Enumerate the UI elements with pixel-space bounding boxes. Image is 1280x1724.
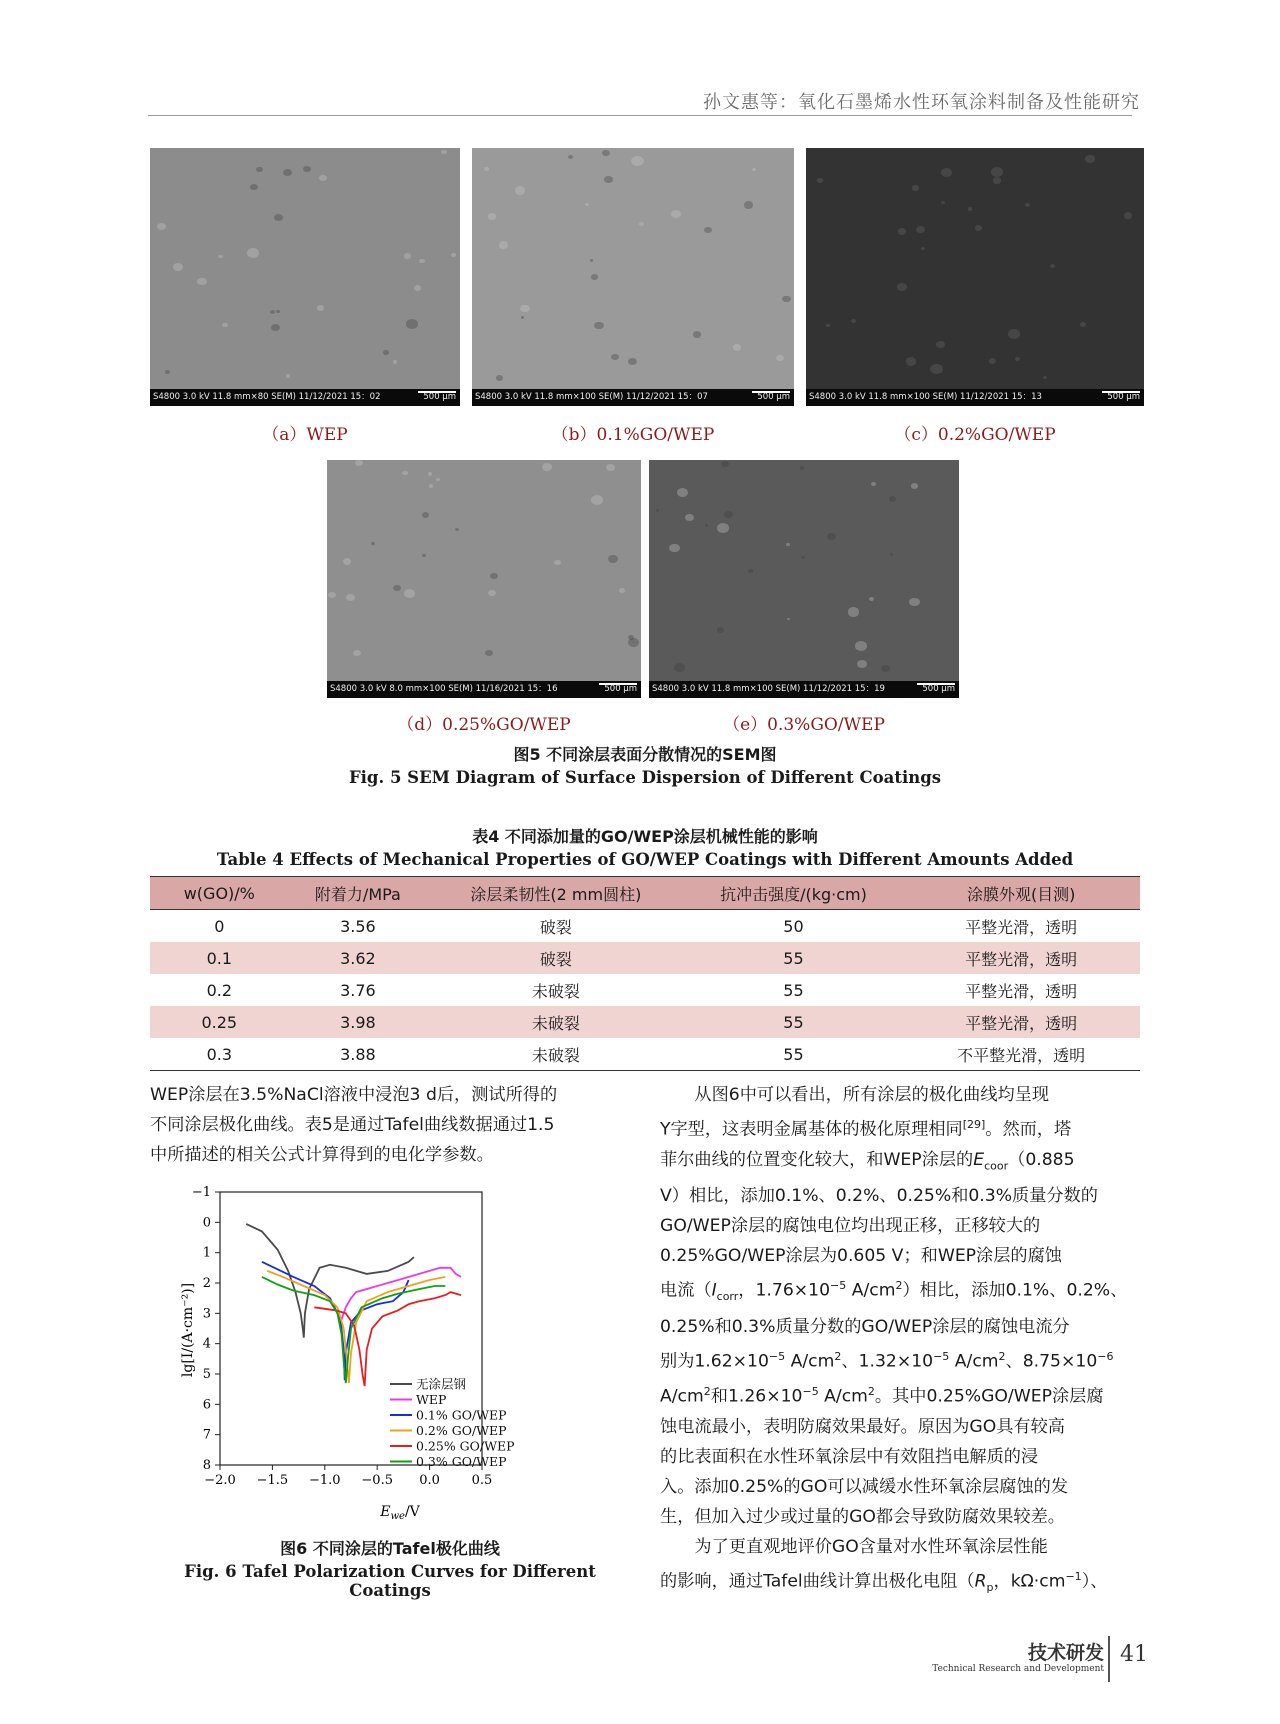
sem-texture-speck — [488, 590, 496, 597]
sem-texture-speck — [496, 375, 503, 381]
sem-texture-speck — [669, 544, 680, 552]
sem-texture-speck — [590, 259, 594, 262]
sem-texture-speck — [157, 223, 166, 230]
figure6-caption-cn: 图6 不同涂层的Tafel极化曲线 — [280, 1539, 500, 1558]
sem-texture-speck — [989, 358, 997, 364]
table-cell: 平整光滑，透明 — [902, 1006, 1140, 1038]
y-tick-label: 3 — [202, 1306, 211, 1322]
scale-label: 500 μm — [1107, 392, 1140, 402]
sem-texture-speck — [930, 364, 942, 374]
sem-texture-speck — [404, 253, 411, 259]
footer-section-en: Technical Research and Development — [932, 1664, 1104, 1674]
sem-texture-speck — [826, 324, 829, 327]
y-tick-label: 6 — [202, 1397, 211, 1413]
sem-texture-speck — [941, 168, 952, 177]
sem-texture-speck — [608, 555, 619, 563]
sem-texture-speck — [319, 175, 327, 181]
left-paragraph — [150, 1080, 630, 1170]
table-cell: 0 — [214, 916, 225, 936]
sem-texture-speck — [515, 186, 526, 195]
sem-texture-speck — [371, 542, 375, 545]
sem-texture-speck — [909, 598, 919, 606]
table-cell: 3.88 — [289, 1038, 428, 1071]
sem-info-bar: S4800 3.0 kV 11.8 mm×100 SE(M) 11/12/2021 15：13 — [806, 389, 1144, 406]
scale-label: 500 μm — [423, 392, 456, 402]
sem-texture-speck — [1008, 329, 1020, 339]
sem-texture-speck — [406, 319, 418, 329]
sem-texture-speck — [817, 178, 824, 184]
sem-texture-speck — [848, 607, 860, 616]
col-header-go-content: w(GO)/% — [150, 877, 289, 910]
sem-image-c — [806, 148, 1144, 406]
sem-texture-speck — [404, 589, 415, 598]
sem-texture-speck — [724, 511, 733, 518]
text-line: 生，但加入过少或过量的GO都会导致防腐效果较差。 — [660, 1506, 1065, 1527]
table-cell: 3.56 — [340, 916, 376, 936]
sem-texture-speck — [1085, 155, 1095, 163]
y-axis-label: lg[I/(A·cm⁻²)] — [180, 1282, 196, 1378]
sem-texture-speck — [631, 156, 644, 166]
y-tick-label: 7 — [202, 1427, 211, 1443]
sem-texture-speck — [619, 588, 625, 593]
sem-texture-speck — [520, 305, 530, 313]
table-row — [150, 1006, 1140, 1038]
text-line: $A/cm^2$和$1.26\times 10^{-5}$ $A/cm^2$。其中0.25%GO/WEP涂层腐 — [660, 1385, 1104, 1407]
sem-texture-speck — [721, 461, 729, 468]
sem-texture-speck — [274, 214, 283, 221]
sem-texture-speck — [941, 201, 945, 204]
sem-texture-speck — [484, 167, 489, 171]
sem-texture-speck — [488, 213, 496, 219]
sem-texture-speck — [604, 176, 612, 183]
sem-image-a — [150, 148, 460, 406]
sem-texture-speck — [801, 556, 804, 559]
table-cell: 未破裂 — [427, 1006, 684, 1038]
sem-texture-speck — [1050, 264, 1055, 268]
sem-texture-speck — [897, 283, 907, 291]
table-row — [150, 974, 1140, 1006]
sem-texture-speck — [628, 635, 634, 640]
sem-texture-speck — [594, 322, 604, 330]
sem-texture-speck — [717, 523, 729, 533]
sem-texture-speck — [328, 592, 336, 598]
x-tick-label: −0.5 — [361, 1473, 393, 1488]
table-cell: 不平整光滑，透明 — [902, 1038, 1140, 1071]
table-cell: 55 — [685, 1006, 903, 1038]
y-tick-label: 5 — [202, 1367, 211, 1382]
sem-texture-speck — [554, 560, 561, 565]
table-cell: 3.98 — [289, 1006, 428, 1038]
footer-divider — [1108, 1636, 1110, 1682]
text-line: 别为$1.62\times 10^{-5}$ $A/cm^2$、$1.32\times 10^{-5}$ $A/cm^2$、$8.75\times 10^{-6}$ — [660, 1350, 1114, 1373]
sem-texture-speck — [422, 512, 430, 518]
sem-texture-speck — [936, 341, 945, 348]
scale-label: 500 μm — [604, 684, 637, 694]
sem-texture-speck — [851, 319, 856, 323]
sem-texture-speck — [422, 554, 426, 557]
table-cell: 破裂 — [539, 917, 572, 937]
sem-texture-speck — [402, 471, 407, 475]
series-line — [262, 1262, 409, 1380]
text-line: V）相比，添加0.1%、0.2%、0.25%和0.3%质量分数的 — [660, 1186, 1098, 1207]
table-cell: 平整光滑，透明 — [902, 942, 1140, 974]
sem-texture-speck — [222, 323, 228, 328]
sem-texture-speck — [353, 650, 360, 656]
sem-texture-speck — [975, 225, 982, 231]
sem-texture-speck — [671, 210, 681, 218]
properties-table — [150, 876, 1140, 1071]
sem-texture-speck — [776, 355, 784, 361]
table-cell: 0.2 — [206, 980, 233, 1000]
sem-texture-speck — [485, 650, 493, 656]
legend-label: 0.3% GO/WEP — [416, 1454, 507, 1469]
table-header-row — [150, 877, 1140, 910]
text-line: GO/WEP涂层的腐蚀电位均出现正移，正移较大的 — [660, 1216, 1041, 1237]
text-line: 的影响，通过Tafel曲线计算出极化电阻（$R_p$，$k\Omega\cdot cm^{-1}$）、 — [660, 1569, 1108, 1594]
footer-section-cn: 技术研发 — [1027, 1642, 1104, 1664]
sem-texture-speck — [693, 331, 701, 337]
figure6-caption-en: Fig. 6 Tafel Polarization Curves for Different Coatings — [184, 1562, 596, 1600]
sem-texture-speck — [911, 483, 919, 489]
subcaption-e: （e）0.3%GO/WEP — [723, 715, 885, 735]
sem-image-e — [649, 460, 959, 698]
y-tick-label: 1 — [202, 1245, 211, 1261]
subcaption-d: （d）0.25%GO/WEP — [397, 715, 571, 735]
sem-texture-speck — [991, 167, 1003, 177]
table-cell: 0.25 — [150, 1006, 289, 1038]
citation[interactable]: [29] — [962, 1118, 986, 1131]
sem-texture-speck — [419, 259, 424, 263]
sem-texture-speck — [744, 201, 754, 209]
sem-texture-speck — [250, 184, 258, 191]
table-cell: 未破裂 — [531, 981, 580, 1001]
sem-texture-speck — [303, 166, 310, 172]
text-line: 0.25%GO/WEP涂层为0.605 V；和WEP涂层的腐蚀 — [660, 1246, 1062, 1267]
table-cell: 50 — [783, 916, 804, 936]
x-tick-label: −1.0 — [309, 1473, 341, 1488]
sem-texture-speck — [165, 370, 170, 374]
col-header-adhesion: 附着力/MPa — [289, 877, 428, 910]
table-cell: 55 — [685, 1038, 903, 1071]
sem-texture-speck — [414, 285, 422, 291]
sem-texture-speck — [869, 597, 874, 601]
text-line: 中所描述的相关公式计算得到的电化学参数。 — [150, 1145, 494, 1165]
series-line — [262, 1277, 445, 1383]
sem-texture-speck — [606, 464, 615, 471]
legend-label: 0.2% GO/WEP — [416, 1423, 507, 1438]
sem-info-bar: S4800 3.0 kV 8.0 mm×100 SE(M) 11/16/2021 15：16 — [327, 681, 641, 698]
sem-texture-speck — [355, 460, 363, 466]
running-header: 孙文惠等：氧化石墨烯水性环氧涂料制备及性能研究 — [703, 92, 1140, 113]
sem-texture-speck — [1015, 357, 1020, 361]
y-tick-label: 8 — [202, 1458, 211, 1473]
table-cell: 未破裂 — [427, 1038, 684, 1071]
sem-texture-speck — [441, 150, 447, 155]
sem-texture-speck — [455, 528, 459, 531]
text-line: 菲尔曲线的位置变化较大，和WEP涂层的$E_{coor}(0.885$ — [660, 1149, 1075, 1173]
sem-texture-speck — [898, 228, 906, 235]
sem-texture-speck — [628, 358, 638, 366]
sem-texture-speck — [674, 663, 685, 672]
right-paragraph — [660, 1080, 1140, 1603]
sem-texture-speck — [271, 324, 280, 331]
sem-texture-speck — [889, 496, 896, 501]
sem-texture-speck — [1080, 322, 1087, 328]
header-rule — [148, 115, 1132, 116]
sem-texture-speck — [890, 553, 893, 556]
sem-texture-speck — [786, 543, 790, 546]
sem-texture-speck — [521, 316, 524, 319]
col-header-flexibility: 涂层柔韧性(2 mm圆柱) — [427, 877, 684, 910]
sem-texture-speck — [542, 463, 552, 471]
subcaption-a: （a）WEP — [262, 425, 348, 445]
text-line: 0.25%和0.3%质量分数的GO/WEP涂层的腐蚀电流分 — [660, 1317, 1070, 1338]
x-tick-label: −1.5 — [256, 1473, 289, 1488]
sem-texture-speck — [916, 226, 925, 233]
sem-texture-speck — [921, 247, 926, 251]
sem-texture-speck — [685, 514, 694, 521]
sem-texture-speck — [827, 533, 836, 540]
sem-texture-speck — [611, 354, 619, 360]
sem-info-bar: S4800 3.0 kV 11.8 mm×100 SE(M) 11/12/2021 15：19 — [649, 681, 959, 698]
x-axis-label: $E_{we}/V$ — [380, 1504, 420, 1522]
sem-texture-speck — [748, 569, 752, 572]
text-line: Y字型，这表明金属基体的极化原理相同[29]。然而，塔 — [660, 1118, 1072, 1140]
sem-texture-speck — [490, 573, 498, 579]
sem-texture-speck — [247, 248, 260, 258]
text-line: 的比表面积在水性环氧涂层中有效阻挡电解质的浸 — [660, 1446, 1039, 1467]
sem-texture-speck — [857, 660, 867, 668]
legend-label: 无涂层钢 — [416, 1376, 467, 1392]
sem-texture-speck — [197, 278, 207, 286]
x-tick-label: 0.0 — [419, 1473, 440, 1488]
table-cell: 55 — [685, 942, 903, 974]
sem-texture-speck — [677, 488, 688, 497]
table-cell: 平整光滑，透明 — [965, 981, 1078, 1001]
table-cell: 3.76 — [340, 980, 376, 1000]
sem-texture-speck — [591, 274, 598, 280]
text-line: 不同涂层极化曲线。表5是通过Tafel曲线数据通过1.5 — [150, 1115, 555, 1135]
sem-texture-speck — [855, 641, 867, 651]
sem-texture-speck — [428, 472, 432, 475]
table4-title-cn: 表4 不同添加量的GO/WEP涂层机械性能的影响 — [472, 827, 818, 846]
sem-texture-speck — [393, 360, 397, 363]
sem-texture-speck — [429, 484, 433, 488]
page-number: 41 — [1120, 1642, 1148, 1667]
sem-texture-speck — [782, 296, 790, 303]
text-line: 蚀电流最小，表明防腐效果最好。原因为GO具有较高 — [660, 1416, 1065, 1437]
sem-texture-speck — [283, 169, 292, 176]
text-line: 从图6中可以看出，所有涂层的极化曲线均呈现 — [694, 1085, 1050, 1105]
sem-texture-speck — [436, 478, 440, 481]
sem-texture-speck — [752, 168, 756, 171]
sem-texture-speck — [705, 524, 708, 527]
sem-texture-speck — [1043, 376, 1047, 379]
table-row — [150, 910, 1140, 943]
y-tick-label: −1 — [191, 1185, 211, 1200]
y-tick-label: 4 — [202, 1336, 211, 1352]
x-tick-label: −2.0 — [204, 1473, 236, 1488]
sem-texture-speck — [871, 482, 876, 486]
sem-texture-speck — [256, 167, 263, 172]
sem-texture-speck — [585, 203, 589, 206]
sem-texture-speck — [993, 177, 1002, 184]
table-cell: 平整光滑，透明 — [965, 917, 1078, 937]
sem-info-bar: S4800 3.0 kV 11.8 mm×80 SE(M) 11/12/2021 15：02 — [150, 389, 460, 406]
sem-texture-speck — [286, 374, 290, 377]
table-cell: 0.1 — [150, 942, 289, 974]
sem-texture-speck — [1025, 203, 1030, 207]
sem-texture-speck — [602, 150, 610, 156]
sem-texture-speck — [173, 263, 183, 271]
legend-label: 0.1% GO/WEP — [416, 1407, 507, 1423]
table-cell: 0.3 — [150, 1038, 289, 1071]
tafel-chart — [170, 1178, 610, 1528]
sem-image-b — [472, 148, 794, 406]
scale-label: 500 μm — [922, 684, 955, 694]
sem-texture-speck — [881, 665, 890, 672]
col-header-appearance: 涂膜外观(目测) — [902, 877, 1140, 910]
sem-texture-speck — [968, 207, 973, 211]
table-row — [150, 1038, 1140, 1071]
sem-texture-speck — [800, 466, 804, 469]
x-tick-label: 0.5 — [471, 1473, 493, 1488]
text-line: WEP涂层在3.5%NaCl溶液中浸泡3 d后，测试所得的 — [150, 1085, 558, 1105]
figure5-caption-cn: 图5 不同涂层表面分散情况的SEM图 — [513, 745, 777, 764]
sem-texture-speck — [704, 227, 712, 233]
sem-texture-speck — [591, 495, 604, 505]
col-header-impact: 抗冲击强度/(kg·cm) — [685, 877, 903, 910]
sem-texture-speck — [1124, 212, 1133, 219]
table-cell: 55 — [783, 980, 804, 1000]
sem-texture-speck — [656, 509, 659, 512]
sem-texture-speck — [906, 357, 916, 365]
sem-texture-speck — [270, 310, 275, 314]
sem-texture-speck — [787, 618, 790, 620]
sem-texture-speck — [499, 241, 508, 248]
sem-texture-speck — [276, 310, 279, 313]
table-row — [150, 942, 1140, 974]
figure5-caption-en: Fig. 5 SEM Diagram of Surface Dispersion of Different Coatings — [348, 768, 942, 787]
subcaption-b: （b）0.1%GO/WEP — [551, 425, 715, 445]
table-cell: 破裂 — [427, 942, 684, 974]
sem-texture-speck — [568, 155, 573, 159]
y-tick-label: 2 — [202, 1276, 211, 1291]
sem-info-bar: S4800 3.0 kV 11.8 mm×100 SE(M) 11/12/2021 15：07 — [472, 389, 794, 406]
sem-texture-speck — [639, 222, 644, 226]
sem-texture-speck — [317, 305, 324, 311]
text-line: 电流（$I_{corr}$，$1.76\times 10^{-5}$ $A/cm^2$）相比，添加0.1%、0.2%、 — [660, 1279, 1128, 1304]
y-tick-label: 0 — [202, 1215, 211, 1231]
subcaption-c: （c）0.2%GO/WEP — [894, 425, 1056, 445]
sem-texture-speck — [218, 255, 222, 258]
sem-image-d — [327, 460, 641, 698]
legend-label: 0.25% GO/WEP — [416, 1438, 515, 1454]
sem-texture-speck — [451, 253, 456, 257]
table4-title-en: Table 4 Effects of Mechanical Properties of GO/WEP Coatings with Different Amounts Added — [216, 850, 1074, 869]
sem-texture-speck — [393, 585, 402, 592]
text-line: 为了更直观地评价GO含量对水性环氧涂层性能 — [694, 1536, 1048, 1557]
sem-texture-speck — [717, 627, 724, 633]
sem-texture-speck — [346, 594, 355, 601]
scale-label: 500 μm — [757, 392, 790, 402]
table-cell: 3.62 — [289, 942, 428, 974]
legend-label: WEP — [416, 1392, 447, 1407]
sem-texture-speck — [912, 185, 919, 190]
sem-texture-speck — [733, 344, 741, 351]
sem-texture-speck — [383, 350, 389, 355]
text-line: 入。添加0.25%的GO可以减缓水性环氧涂层腐蚀的发 — [660, 1476, 1069, 1497]
sem-texture-speck — [343, 558, 351, 565]
